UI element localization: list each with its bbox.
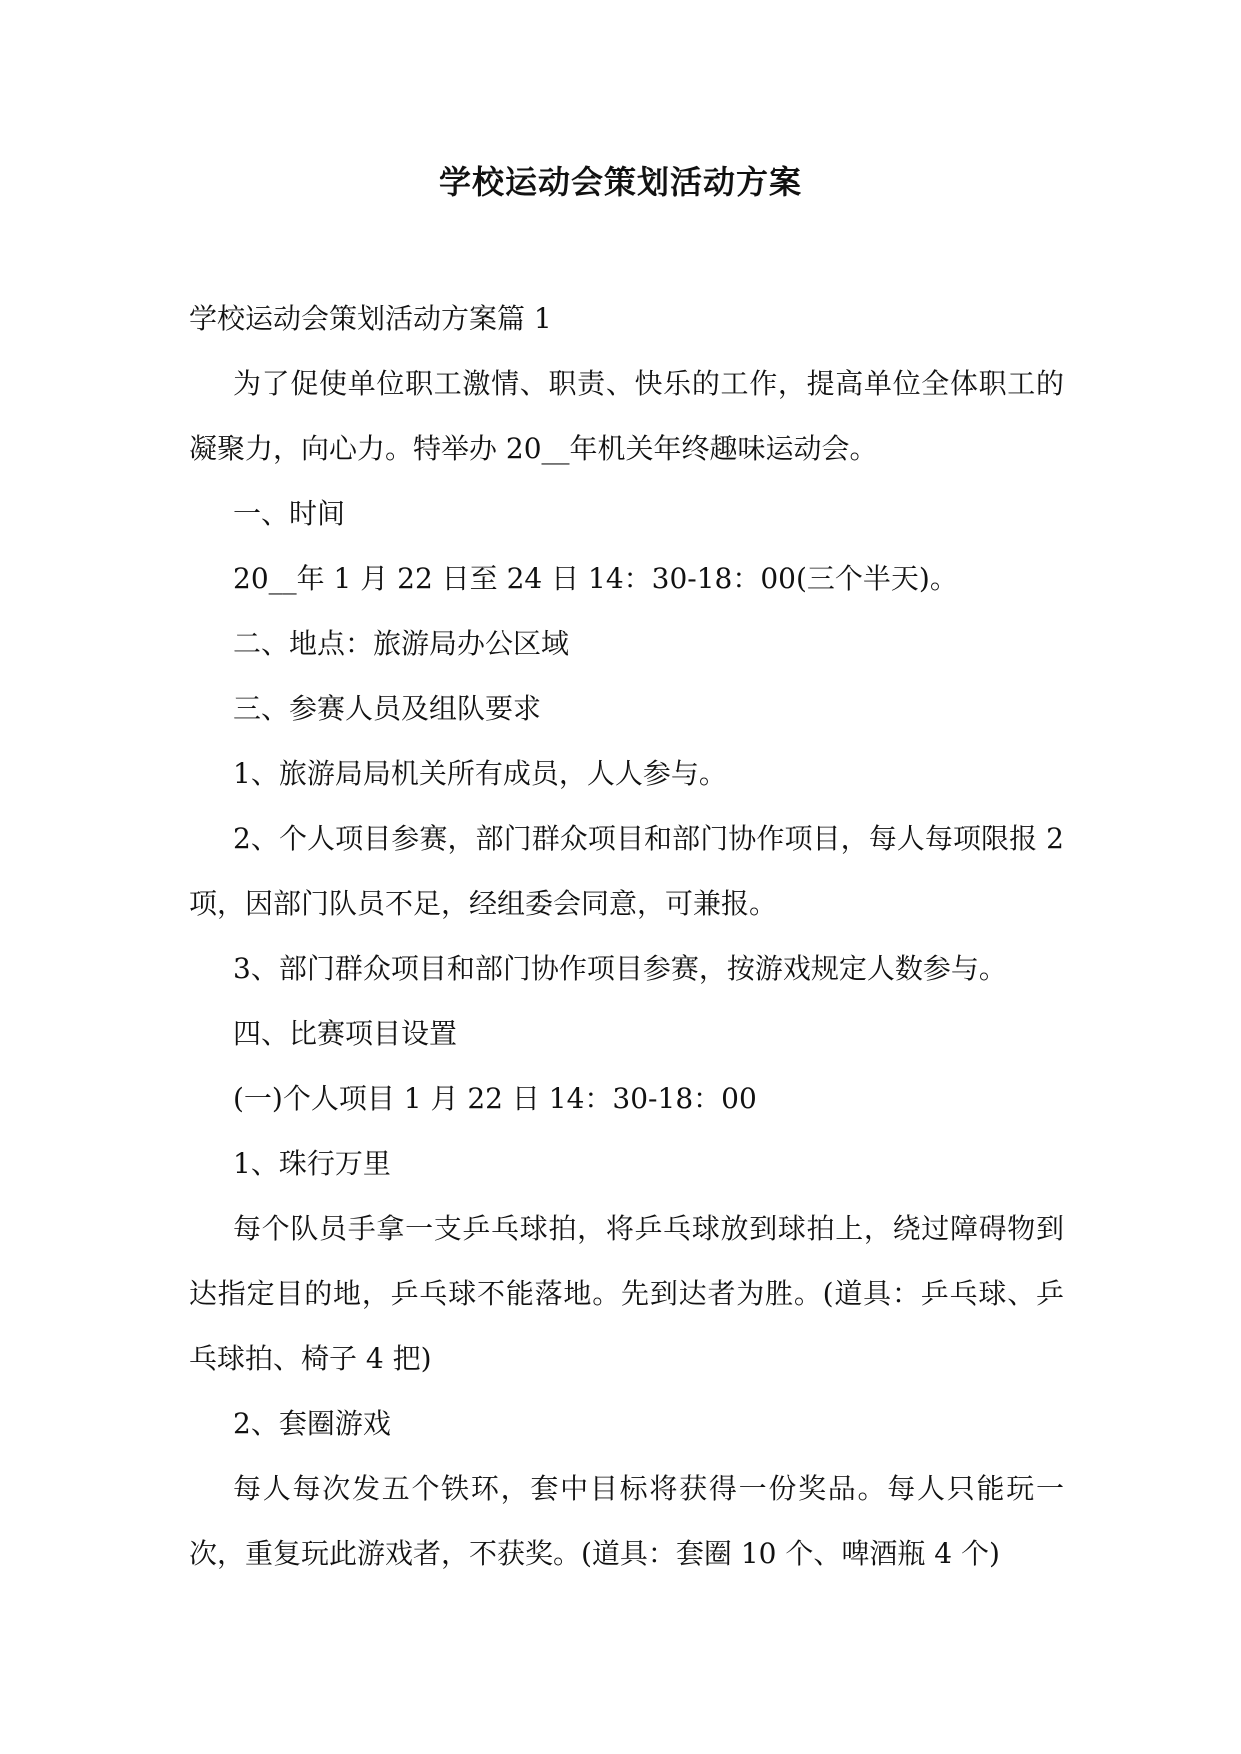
paragraph: 每个队员手拿一支乒乓球拍，将乒乓球放到球拍上，绕过障碍物到达指定目的地，乒乓球不能落地。先到达者为胜。(道具：乒乓球、乒乓球拍、椅子 4 把) — [189, 1212, 1064, 1375]
paragraph: 1、旅游局局机关所有成员，人人参与。 — [233, 757, 727, 790]
paragraph: 二、地点：旅游局办公区域 — [233, 627, 570, 660]
paragraph: 2、个人项目参赛，部门群众项目和部门协作项目，每人每项限报 2 项，因部门队员不足，经组委会同意，可兼报。 — [189, 822, 1064, 920]
document-body — [189, 286, 1064, 1586]
paragraph: (一)个人项目 1 月 22 日 14：30-18：00 — [233, 1082, 757, 1115]
paragraph: 每人每次发五个铁环，套中目标将获得一份奖品。每人只能玩一次，重复玩此游戏者，不获奖。(道具：套圈 10 个、啤酒瓶 4 个) — [189, 1472, 1064, 1570]
paragraph: 一、时间 — [233, 497, 346, 530]
section-heading: 学校运动会策划活动方案篇 1 — [189, 302, 552, 335]
paragraph: 20__年 1 月 22 日至 24 日 14：30-18：00(三个半天)。 — [233, 562, 958, 595]
paragraph: 四、比赛项目设置 — [233, 1017, 458, 1050]
paragraph: 为了促使单位职工激情、职责、快乐的工作，提高单位全体职工的凝聚力，向心力。特举办 20__年机关年终趣味运动会。 — [189, 367, 1064, 465]
paragraph: 三、参赛人员及组队要求 — [233, 692, 542, 725]
paragraph: 2、套圈游戏 — [233, 1407, 391, 1440]
paragraph: 3、部门群众项目和部门协作项目参赛，按游戏规定人数参与。 — [233, 952, 1007, 985]
paragraph: 1、珠行万里 — [233, 1147, 391, 1180]
document-title: 学校运动会策划活动方案 — [438, 163, 802, 201]
